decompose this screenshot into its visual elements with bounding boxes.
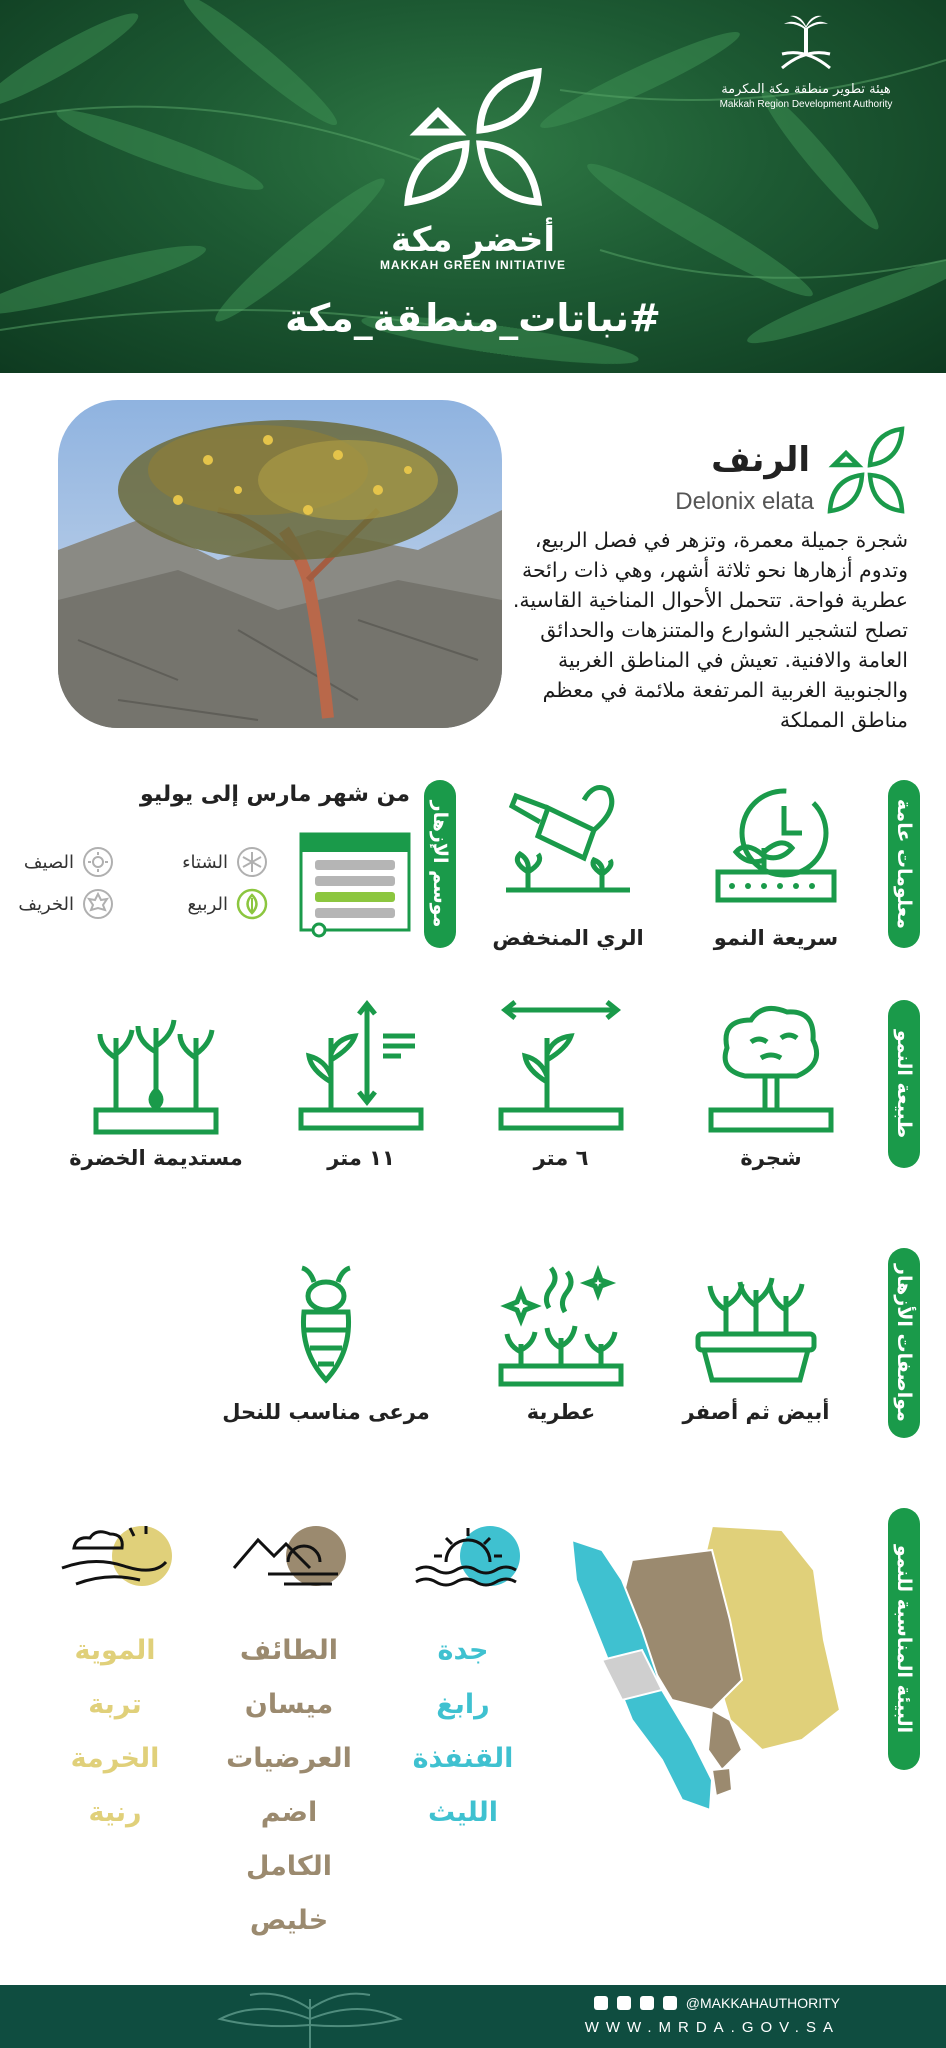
section-label-season: موسم الإزهار — [424, 780, 456, 948]
twitter-icon[interactable] — [663, 1996, 677, 2010]
width-arrow-plant-icon — [491, 998, 631, 1138]
mountain-city-6: خليص — [249, 1905, 329, 1936]
mountain-city-5: الكامل — [245, 1851, 333, 1882]
instagram-icon[interactable] — [594, 1996, 608, 2010]
season-title: من شهر مارس إلى يوليو — [140, 782, 410, 807]
fragrance-plants-icon — [491, 1262, 631, 1392]
bee-forage-label: مرعى مناسب للنحل — [222, 1400, 430, 1424]
desert-city-1: الموية — [74, 1635, 156, 1666]
growth-rate-label: سريعة النمو — [713, 926, 839, 950]
plant-width-item — [476, 998, 646, 1170]
evergreen-plants-icon — [86, 998, 226, 1138]
irrigation-label: الري المنخفض — [492, 926, 644, 950]
sun-icon — [82, 846, 114, 878]
desert-city-4: رنية — [88, 1797, 142, 1828]
social-links — [594, 1995, 840, 2011]
fast-growth-clock-icon — [706, 778, 846, 918]
evergreen-item — [56, 998, 256, 1170]
plant-height-label: ١١ متر — [327, 1146, 395, 1170]
desert-city-3: الخرمة — [70, 1743, 160, 1774]
section-label-environment: البيئة المناسبة للنمو — [888, 1508, 920, 1770]
website-link[interactable]: WWW.MRDA.GOV.SA — [584, 2019, 840, 2036]
season-winter: الشتاء — [182, 846, 268, 878]
flower-color-label: أبيض ثم أصفر — [682, 1400, 830, 1424]
youtube-icon[interactable] — [617, 1996, 631, 2010]
season-autumn: الخريف — [18, 888, 114, 920]
footer-plant-outline-icon — [160, 1989, 460, 2048]
palm-swords-icon — [776, 14, 836, 72]
plant-scientific-name: Delonix elata — [675, 488, 814, 515]
section-label-growth: طبيعة النمو — [888, 1000, 920, 1168]
footer — [0, 1985, 946, 2048]
calendar-icon — [299, 830, 411, 938]
growth-type-label: شجرة — [740, 1146, 802, 1170]
flower-color-item — [656, 1262, 856, 1424]
planter-box-icon — [686, 1262, 826, 1392]
section-label-general: معلومات عامة — [888, 780, 920, 948]
hashtag-title: #نباتات_منطقة_مكة — [285, 296, 661, 340]
green-initiative-logo-icon — [398, 62, 548, 212]
authority-name-en: Makkah Region Development Authority — [719, 99, 893, 110]
coastal-city-3: القنفذة — [412, 1743, 514, 1774]
mountain-city-1: الطائف — [239, 1635, 339, 1666]
coastal-city-1: جدة — [437, 1635, 489, 1666]
coastal-city-2: رابغ — [436, 1689, 490, 1720]
bee-forage-item — [166, 1262, 486, 1424]
header-banner — [0, 0, 946, 373]
plant-width-label: ٦ متر — [533, 1146, 589, 1170]
growth-type-item — [686, 998, 856, 1170]
mountain-city-3: العرضيات — [226, 1743, 352, 1774]
facebook-icon[interactable] — [640, 1996, 654, 2010]
coastal-city-4: الليث — [427, 1797, 499, 1828]
authority-logo — [696, 14, 916, 110]
height-arrow-plant-icon — [291, 998, 431, 1138]
evergreen-label: مستديمة الخضرة — [69, 1146, 243, 1170]
brand-name-en: MAKKAH GREEN INITIATIVE — [379, 258, 567, 272]
desert-cloud-sun-icon — [54, 1522, 174, 1592]
makkah-region-map — [562, 1520, 842, 1810]
plant-height-item — [276, 998, 446, 1170]
mountain-city-2: ميسان — [244, 1689, 334, 1720]
growth-rate-item — [686, 778, 866, 950]
season-summer: الصيف — [24, 846, 114, 878]
desert-city-2: تربة — [88, 1689, 142, 1720]
snowflake-icon — [236, 846, 268, 878]
authority-name-ar: هيئة تطوير منطقة مكة المكرمة — [721, 82, 891, 97]
brand-name-ar: أخضر مكة — [390, 220, 556, 260]
flower-scent-label: عطرية — [526, 1400, 596, 1424]
tree-icon — [701, 998, 841, 1138]
season-spring-active: الربيع — [188, 888, 268, 920]
plant-name: الرنف — [711, 440, 810, 480]
plant-leaf-logo-icon — [826, 425, 906, 515]
maple-leaf-icon — [82, 888, 114, 920]
irrigation-item — [478, 778, 658, 950]
watering-can-icon — [498, 778, 638, 918]
coastal-sun-waves-icon — [402, 1522, 522, 1592]
mountain-city-4: اضم — [260, 1797, 318, 1828]
plant-description: شجرة جميلة معمرة، وتزهر في فصل الربيع، وتدوم أزهارها نحو ثلاثة أشهر، وهي ذات رائحة عطرية فواحة. تتحمل الأحوال المناخية القاسية. تصلح لتشجير الشوارع والمتنزهات والحدائق العامة والافنية. تعيش في المناطق الغربية والجنوبية الغربية المرتفعة ملائمة في معظم مناطق المملكة — [512, 528, 908, 732]
section-label-flowers: مواصفات الأزهار — [888, 1248, 920, 1438]
leaf-icon — [236, 888, 268, 920]
social-handle[interactable]: @MAKKAHAUTHORITY — [685, 1995, 840, 2011]
tree-photo — [58, 400, 502, 728]
bee-icon — [256, 1262, 396, 1392]
flower-scent-item — [476, 1262, 646, 1424]
mountain-sun-icon — [228, 1522, 348, 1592]
